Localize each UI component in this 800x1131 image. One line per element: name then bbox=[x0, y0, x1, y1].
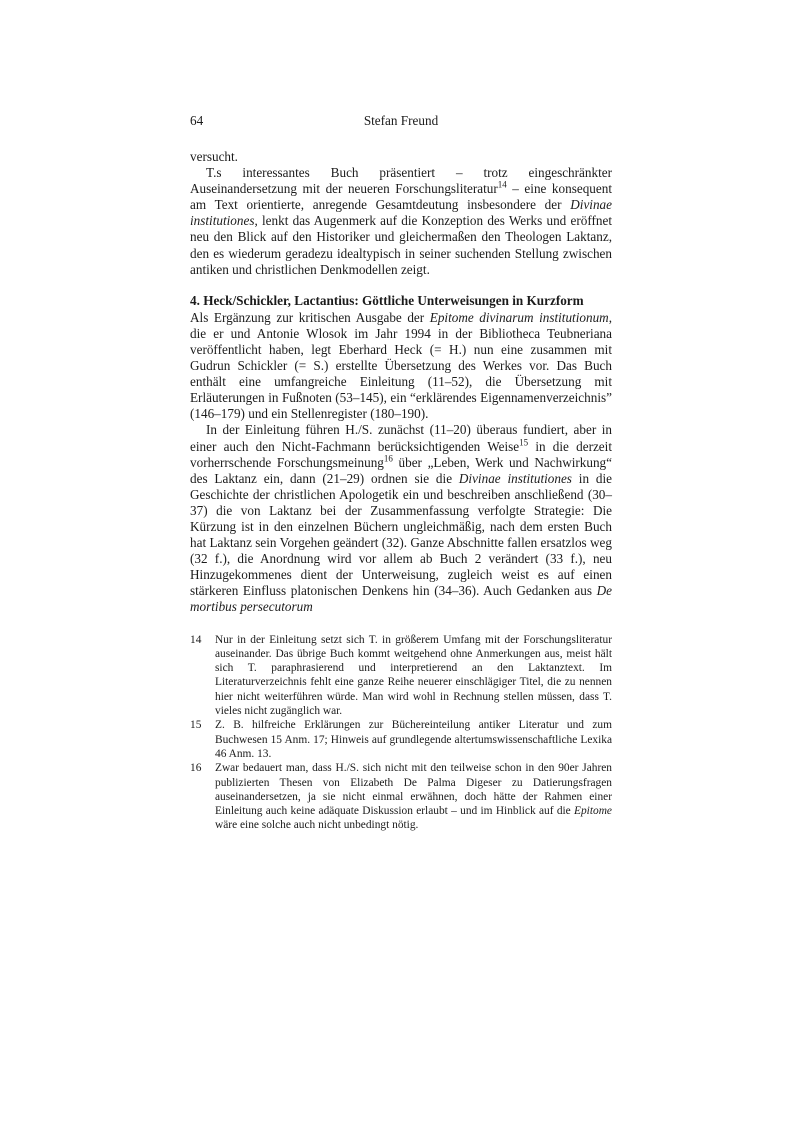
paragraph: T.s interessantes Buch präsentiert – trotz eingeschränkter Auseinandersetzung mit der neueren Forschungsliteratur$^{14}$ – eine konsequent am Text orientierte, anregende Gesamtdeutung insbesondere der Divinae institutiones, lenkt das Augenmerk auf die Konzeption des Werks und eröffnet neu den Blick auf den Historiker und gleichermaßen den Theologen Laktanz, den es wiederum geradezu idealtypisch in seiner suchenden Stellung zwischen antiken und christlichen Denkmodellen zeigt. bbox=[190, 165, 613, 277]
footnote-number: 16 bbox=[190, 762, 202, 775]
footnote-number: 15 bbox=[190, 719, 202, 732]
footnote bbox=[190, 761, 612, 832]
section-heading: 4. Heck/Schickler, Lactantius: Göttliche Unterweisungen in Kurzform bbox=[190, 292, 584, 308]
running-title: Stefan Freund bbox=[363, 113, 439, 128]
paragraph: Als Ergänzung zur kritischen Ausgabe der Epitome divinarum institutionum, die er und Antonie Wlosok im Jahr 1994 in der Bibliotheca Teubneriana veröffentlicht haben, legt Eberhard Heck (= H.) nun eine zusammen mit Gudrun Schickler (= S.) erstellte Übersetzung des Werkes vor. Das Buch enthält eine umfangreiche Einleitung (11–52), die Übersetzung mit Erläuterungen in Fußnoten (53–145), ein “erklärendes Eigennamenverzeichnis” (146–179) und ein Stellenregister (180–190). bbox=[190, 309, 612, 422]
paragraph-continuation: versucht. bbox=[190, 149, 238, 164]
footnotes-block bbox=[190, 633, 612, 833]
page-header bbox=[190, 113, 612, 129]
page-content bbox=[190, 113, 612, 833]
footnote bbox=[190, 633, 612, 719]
footnote bbox=[190, 718, 612, 761]
footnote-number: 14 bbox=[190, 633, 202, 646]
footnote-text: Nur in der Einleitung setzt sich T. in größerem Umfang mit der Forschungsliteratur auseinander. Das übrige Buch kommt weitgehend ohne Anmerkungen aus, meist hält sich T. paraphrasierend und interpretierend an den Laktanztext. Im Literaturverzeichnis fehlt eine ganze Reihe neuerer einschlägiger Titel, die zu nennen hier nicht weiterführen würde. Man wird wohl in Rechnung stellen müssen, dass T. vieles nicht zugänglich war. bbox=[215, 633, 612, 718]
footnote-text: Zwar bedauert man, dass H./S. sich nicht mit den teilweise schon in den 90er Jahren publizierten Thesen von Elizabeth De Palma Digeser zu Datierungsfragen auseinandersetzen, ja sie nicht einmal erwähnen, doch hätte der Rahmen einer Einleitung auch keine adäquate Diskussion erlaubt – und im Hinblick auf die Epitome wäre eine solche auch nicht unbedingt nötig. bbox=[215, 762, 612, 832]
body-text bbox=[190, 149, 612, 616]
paragraph: In der Einleitung führen H./S. zunächst (11–20) überaus fundiert, aber in einer auch den Nicht-Fachmann berücksichtigenden Weise$^{15}$ in die derzeit vorherrschende Forschungsmeinung$^{16}$ über „Leben, Werk und Nachwirkung“ des Laktanz ein, dann (21–29) ordnen sie die Divinae institutiones in die Geschichte der christlichen Apologetik ein und beschreiben anschließend (30–37) die von Laktanz bei der Zusammenfassung verfolgte Strategie: Die Kürzung ist in den einzelnen Büchern ungleichmäßig, nach dem ersten Buch hat Laktanz sein Vorgehen geändert (32). Ganze Abschnitte fallen ersatzlos weg (32 f.), die Anordnung wird vor allem ab Buch 2 verändert (33 f.), neu Hinzugekommenes dient der Unterweisung, zugleich weist es auf einen stärkeren Einfluss platonischen Denkens hin (34–36). Auch Gedanken aus De mortibus persecutorum bbox=[190, 422, 612, 615]
page-number: 64 bbox=[190, 113, 204, 128]
footnote-text: Z. B. hilfreiche Erklärungen zur Büchereinteilung antiker Literatur und zum Buchwesen 15 Anm. 17; Hinweis auf grundlegende altertumswissenschaftliche Lexika 46 Anm. 13. bbox=[215, 719, 612, 760]
